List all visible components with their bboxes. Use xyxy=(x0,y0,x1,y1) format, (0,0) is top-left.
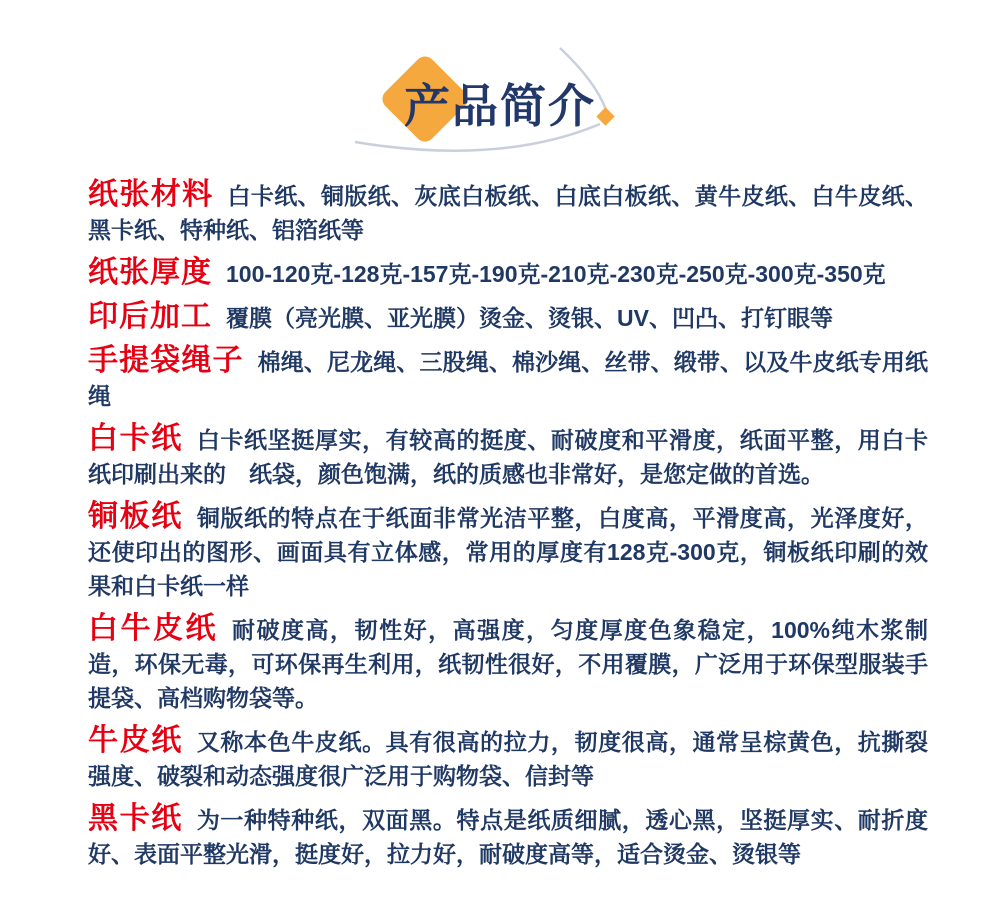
section-text: 铜版纸的特点在于纸面非常光洁平整，白度高，平滑度高，光泽度好，还使印出的图形、画面具有立体感，常用的厚度有128克-300克，铜板纸印刷的效果和白卡纸一样 xyxy=(88,505,929,599)
section-text: 棉绳、尼龙绳、三股绳、棉沙绳、丝带、缎带、以及牛皮纸专用纸绳 xyxy=(88,349,929,409)
section-white-cardboard xyxy=(88,422,928,491)
section-text: 100-120克-128克-157克-190克-210克-230克-250克-300克-350克 xyxy=(226,261,886,287)
section-text: 覆膜（亮光膜、亚光膜）烫金、烫银、UV、凹凸、打钉眼等 xyxy=(226,305,833,331)
section-label: 印后加工 xyxy=(88,300,212,333)
section-paper-material xyxy=(88,178,928,247)
section-coated-paper xyxy=(88,500,928,603)
section-label: 纸张厚度 xyxy=(88,256,212,289)
section-text: 为一种特种纸，双面黑。特点是纸质细腻，透心黑，坚挺厚实、耐折度好、表面平整光滑，挺度好，拉力好，耐破度高等，适合烫金、烫银等 xyxy=(88,807,929,867)
section-label: 手提袋绳子 xyxy=(88,344,244,377)
section-text: 耐破度高，韧性好，高强度，匀度厚度色象稳定，100%纯木浆制造，环保无毒，可环保再生利用，纸韧性很好，不用覆膜，广泛用于环保型服装手提袋、高档购物袋等。 xyxy=(88,617,929,711)
section-label: 白牛皮纸 xyxy=(88,612,219,645)
section-bag-rope xyxy=(88,344,928,413)
section-text: 又称本色牛皮纸。具有很高的拉力，韧度很高，通常呈棕黄色，抗撕裂强度、破裂和动态强度很广泛用于购物袋、信封等 xyxy=(88,729,929,789)
product-intro-content xyxy=(88,178,928,880)
page-title: 产品简介 xyxy=(404,80,596,132)
section-label: 黑卡纸 xyxy=(88,802,183,835)
page-header xyxy=(0,0,1000,170)
section-label: 牛皮纸 xyxy=(88,724,183,757)
section-kraft-paper xyxy=(88,724,928,793)
section-label: 白卡纸 xyxy=(88,422,183,455)
section-black-cardboard xyxy=(88,802,928,871)
section-text: 白卡纸、铜版纸、灰底白板纸、白底白板纸、黄牛皮纸、白牛皮纸、黑卡纸、特种纸、铝箔纸等 xyxy=(88,183,929,243)
section-label: 铜板纸 xyxy=(88,500,183,533)
small-diamond-icon xyxy=(596,107,614,125)
section-paper-thickness xyxy=(88,256,928,291)
section-white-kraft-paper xyxy=(88,612,928,715)
section-text: 白卡纸坚挺厚实，有较高的挺度、耐破度和平滑度，纸面平整，用白卡纸印刷出来的 纸袋，颜色饱满，纸的质感也非常好，是您定做的首选。 xyxy=(88,427,929,487)
section-label: 纸张材料 xyxy=(88,178,214,211)
section-post-print-finishing xyxy=(88,300,928,335)
